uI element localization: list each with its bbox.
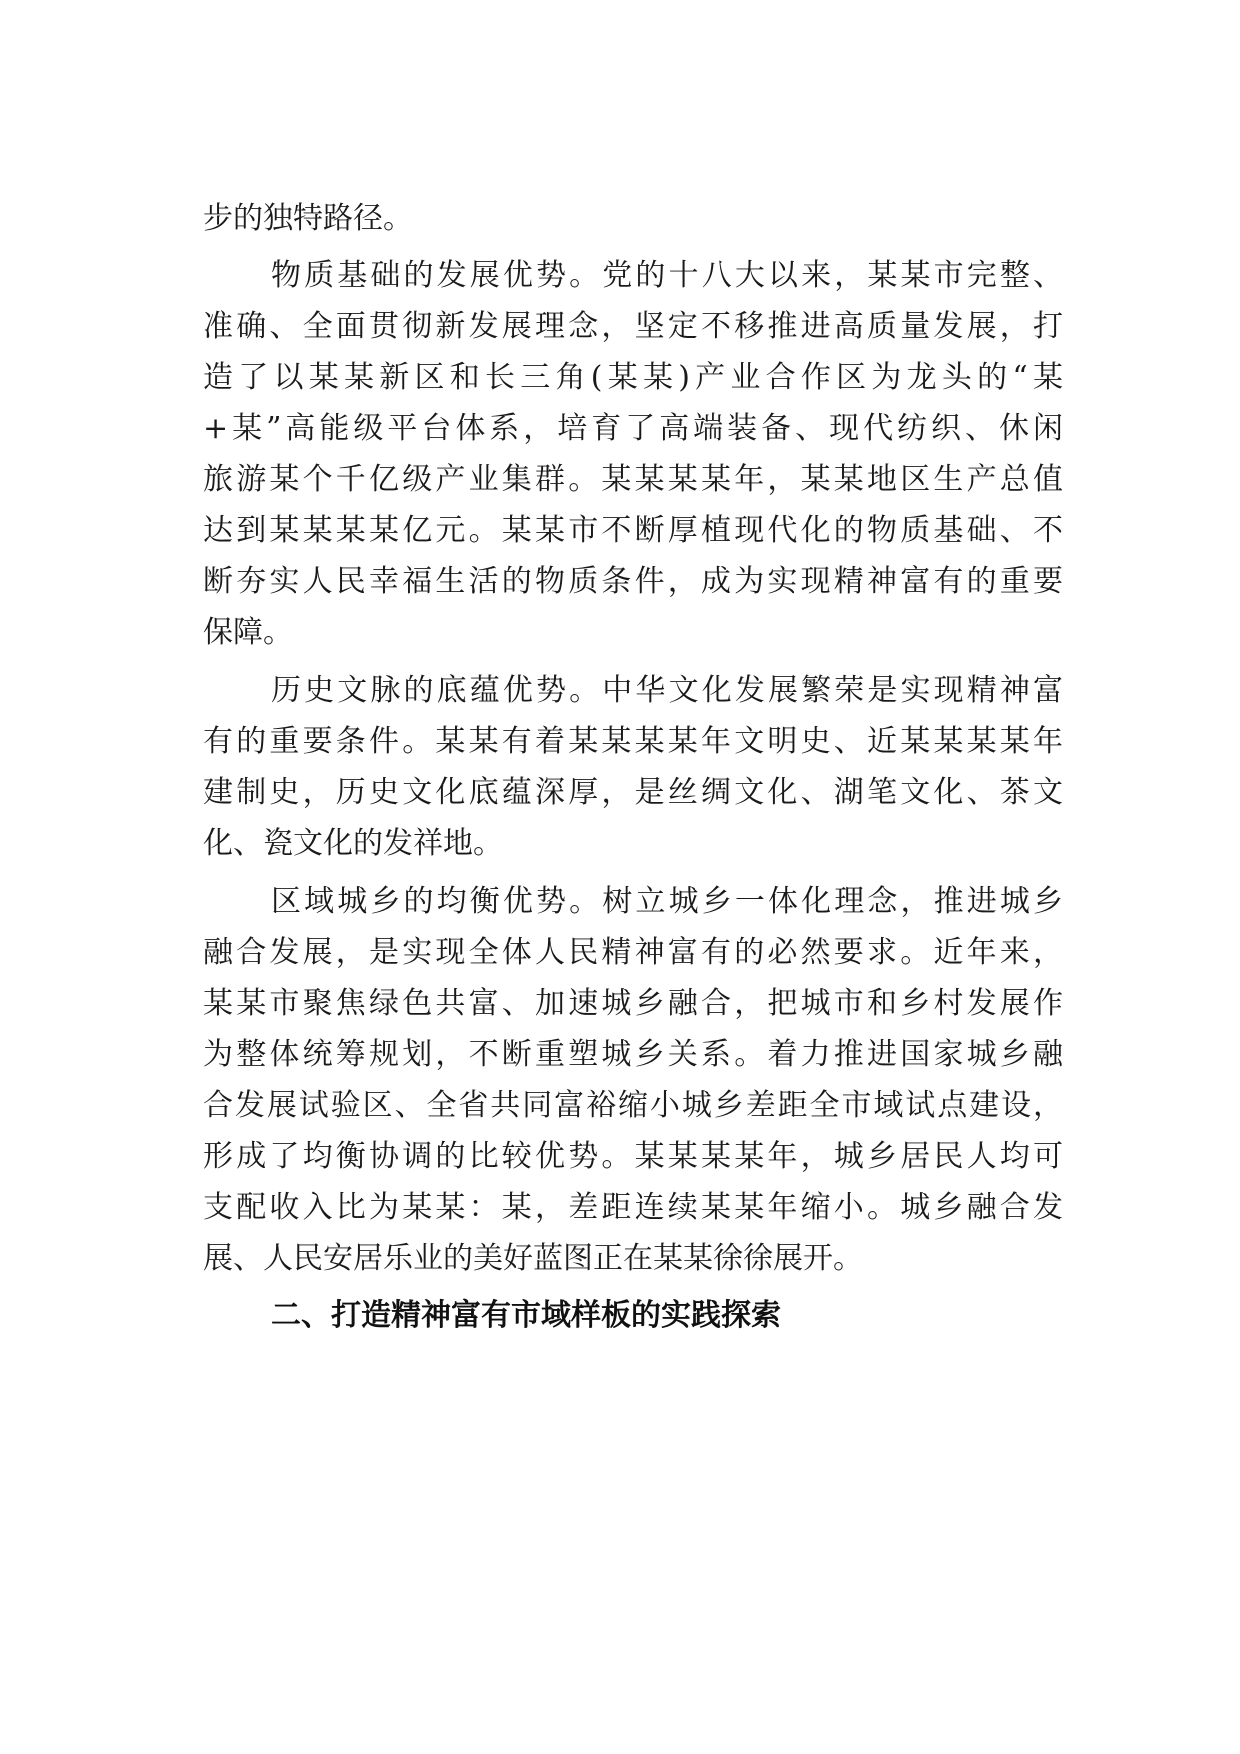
paragraph-line: 旅游某个千亿级产业集群。某某某某年，某某地区生产总值 — [203, 462, 1063, 497]
paragraph-line: 步的独特路径。 — [203, 201, 413, 236]
paragraph-line: 建制史，历史文化底蕴深厚，是丝绸文化、湖笔文化、茶文 — [203, 775, 1063, 810]
paragraph-line: 有的重要条件。某某有着某某某某年文明史、近某某某某年 — [203, 724, 1063, 759]
paragraph-line: 达到某某某某亿元。某某市不断厚植现代化的物质基础、不 — [203, 513, 1063, 548]
paragraph-line: 断夯实人民幸福生活的物质条件，成为实现精神富有的重要 — [203, 564, 1063, 599]
paragraph-line: 形成了均衡协调的比较优势。某某某某年，城乡居民人均可 — [203, 1139, 1063, 1174]
paragraph-line: 为整体统筹规划，不断重塑城乡关系。着力推进国家城乡融 — [203, 1037, 1063, 1072]
paragraph-line: 历史文脉的底蕴优势。中华文化发展繁荣是实现精神富 — [271, 673, 1063, 708]
paragraph-line: 展、人民安居乐业的美好蓝图正在某某徐徐展开。 — [203, 1241, 863, 1276]
paragraph-line: 合发展试验区、全省共同富裕缩小城乡差距全市域试点建设， — [203, 1088, 1063, 1123]
paragraph-line: 区域城乡的均衡优势。树立城乡一体化理念，推进城乡 — [271, 884, 1063, 919]
paragraph-line: 化、瓷文化的发祥地。 — [203, 826, 503, 861]
paragraph-line: 某某市聚焦绿色共富、加速城乡融合，把城市和乡村发展作 — [203, 986, 1063, 1021]
paragraph-line: 融合发展，是实现全体人民精神富有的必然要求。近年来， — [203, 935, 1063, 970]
section-heading: 二、打造精神富有市域样板的实践探索 — [271, 1298, 781, 1333]
paragraph-line: 保障。 — [203, 615, 293, 650]
paragraph-line: +某”高能级平台体系，培育了高端装备、现代纺织、休闲 — [203, 411, 1063, 446]
paragraph-line: 支配收入比为某某：某，差距连续某某年缩小。城乡融合发 — [203, 1190, 1063, 1225]
paragraph-line: 准确、全面贯彻新发展理念，坚定不移推进高质量发展，打 — [203, 309, 1063, 344]
paragraph-line: 物质基础的发展优势。党的十八大以来，某某市完整、 — [271, 258, 1063, 293]
paragraph-line: 造了以某某新区和长三角(某某)产业合作区为龙头的“某 — [203, 360, 1063, 395]
